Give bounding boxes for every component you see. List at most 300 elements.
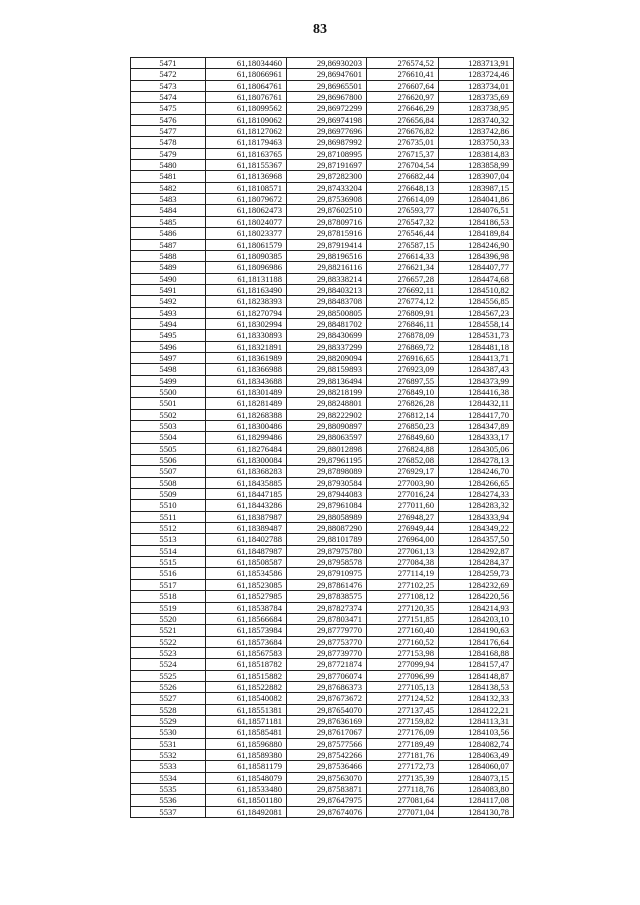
point-number-cell: 5511 [131, 511, 206, 522]
table-row [131, 341, 514, 352]
x-coordinate-cell: 277108,12 [367, 591, 439, 602]
x-coordinate-cell: 276704,54 [367, 160, 439, 171]
y-coordinate-cell: 1284076,51 [439, 205, 514, 216]
x-coordinate-cell: 276646,29 [367, 103, 439, 114]
longitude-cell: 29,87536908 [287, 194, 367, 205]
point-number-cell: 5517 [131, 579, 206, 590]
y-coordinate-cell: 1284567,23 [439, 307, 514, 318]
latitude-cell: 61,18571181 [206, 715, 287, 726]
point-number-cell: 5476 [131, 114, 206, 125]
point-number-cell: 5527 [131, 693, 206, 704]
latitude-cell: 61,18389487 [206, 523, 287, 534]
y-coordinate-cell: 1283735,69 [439, 92, 514, 103]
table-row [131, 681, 514, 692]
longitude-cell: 29,87958578 [287, 557, 367, 568]
y-coordinate-cell: 1283742,86 [439, 126, 514, 137]
longitude-cell: 29,87827374 [287, 602, 367, 613]
latitude-cell: 61,18515882 [206, 670, 287, 681]
longitude-cell: 29,87617067 [287, 727, 367, 738]
table-row [131, 318, 514, 329]
x-coordinate-cell: 277102,25 [367, 579, 439, 590]
latitude-cell: 61,18023377 [206, 228, 287, 239]
latitude-cell: 61,18548079 [206, 772, 287, 783]
longitude-cell: 29,87779770 [287, 625, 367, 636]
y-coordinate-cell: 1284130,78 [439, 806, 514, 817]
table-row [131, 749, 514, 760]
table-row [131, 421, 514, 432]
y-coordinate-cell: 1284073,15 [439, 772, 514, 783]
y-coordinate-cell: 1284558,14 [439, 318, 514, 329]
table-row [131, 80, 514, 91]
x-coordinate-cell: 277016,24 [367, 489, 439, 500]
latitude-cell: 61,18501180 [206, 795, 287, 806]
x-coordinate-cell: 277181,76 [367, 749, 439, 760]
latitude-cell: 61,18402788 [206, 534, 287, 545]
x-coordinate-cell: 277084,38 [367, 557, 439, 568]
point-number-cell: 5532 [131, 749, 206, 760]
table-row [131, 148, 514, 159]
table-row [131, 262, 514, 273]
table-row [131, 772, 514, 783]
point-number-cell: 5519 [131, 602, 206, 613]
latitude-cell: 61,18300084 [206, 455, 287, 466]
table-row [131, 795, 514, 806]
x-coordinate-cell: 277172,73 [367, 761, 439, 772]
y-coordinate-cell: 1284189,84 [439, 228, 514, 239]
x-coordinate-cell: 276546,44 [367, 228, 439, 239]
point-number-cell: 5473 [131, 80, 206, 91]
table-row [131, 806, 514, 817]
x-coordinate-cell: 277151,85 [367, 613, 439, 624]
x-coordinate-cell: 276735,01 [367, 137, 439, 148]
table-row [131, 273, 514, 284]
y-coordinate-cell: 1284305,06 [439, 443, 514, 454]
y-coordinate-cell: 1284148,87 [439, 670, 514, 681]
longitude-cell: 29,88136494 [287, 375, 367, 386]
x-coordinate-cell: 277011,60 [367, 500, 439, 511]
longitude-cell: 29,88222902 [287, 409, 367, 420]
point-number-cell: 5479 [131, 148, 206, 159]
latitude-cell: 61,18573684 [206, 636, 287, 647]
x-coordinate-cell: 276607,64 [367, 80, 439, 91]
point-number-cell: 5514 [131, 545, 206, 556]
point-number-cell: 5495 [131, 330, 206, 341]
x-coordinate-cell: 276964,00 [367, 534, 439, 545]
table-row [131, 307, 514, 318]
longitude-cell: 29,87686373 [287, 681, 367, 692]
x-coordinate-cell: 277189,49 [367, 738, 439, 749]
point-number-cell: 5530 [131, 727, 206, 738]
y-coordinate-cell: 1283713,91 [439, 58, 514, 69]
longitude-cell: 29,88196516 [287, 250, 367, 261]
latitude-cell: 61,18343688 [206, 375, 287, 386]
latitude-cell: 61,18109062 [206, 114, 287, 125]
y-coordinate-cell: 1284274,33 [439, 489, 514, 500]
table-row [131, 591, 514, 602]
latitude-cell: 61,18589380 [206, 749, 287, 760]
y-coordinate-cell: 1284232,69 [439, 579, 514, 590]
y-coordinate-cell: 1284117,08 [439, 795, 514, 806]
latitude-cell: 61,18024077 [206, 216, 287, 227]
table-row [131, 239, 514, 250]
y-coordinate-cell: 1284531,73 [439, 330, 514, 341]
y-coordinate-cell: 1284157,47 [439, 659, 514, 670]
longitude-cell: 29,88090897 [287, 421, 367, 432]
longitude-cell: 29,88012898 [287, 443, 367, 454]
point-number-cell: 5492 [131, 296, 206, 307]
x-coordinate-cell: 277071,04 [367, 806, 439, 817]
latitude-cell: 61,18540082 [206, 693, 287, 704]
y-coordinate-cell: 1283814,83 [439, 148, 514, 159]
table-row [131, 761, 514, 772]
longitude-cell: 29,86930203 [287, 58, 367, 69]
longitude-cell: 29,88087290 [287, 523, 367, 534]
latitude-cell: 61,18567583 [206, 647, 287, 658]
point-number-cell: 5491 [131, 284, 206, 295]
latitude-cell: 61,18508587 [206, 557, 287, 568]
longitude-cell: 29,88481702 [287, 318, 367, 329]
table-row [131, 534, 514, 545]
latitude-cell: 61,18487987 [206, 545, 287, 556]
latitude-cell: 61,18090385 [206, 250, 287, 261]
latitude-cell: 61,18573984 [206, 625, 287, 636]
longitude-cell: 29,88337299 [287, 341, 367, 352]
table-row [131, 784, 514, 795]
table-row [131, 443, 514, 454]
x-coordinate-cell: 276614,09 [367, 194, 439, 205]
x-coordinate-cell: 276929,17 [367, 466, 439, 477]
longitude-cell: 29,87108995 [287, 148, 367, 159]
x-coordinate-cell: 276809,91 [367, 307, 439, 318]
point-number-cell: 5501 [131, 398, 206, 409]
x-coordinate-cell: 276774,12 [367, 296, 439, 307]
table-row [131, 545, 514, 556]
y-coordinate-cell: 1284063,49 [439, 749, 514, 760]
x-coordinate-cell: 277105,13 [367, 681, 439, 692]
latitude-cell: 61,18361989 [206, 352, 287, 363]
point-number-cell: 5510 [131, 500, 206, 511]
point-number-cell: 5484 [131, 205, 206, 216]
x-coordinate-cell: 276826,28 [367, 398, 439, 409]
latitude-cell: 61,18281489 [206, 398, 287, 409]
y-coordinate-cell: 1284373,99 [439, 375, 514, 386]
longitude-cell: 29,86974198 [287, 114, 367, 125]
x-coordinate-cell: 277176,09 [367, 727, 439, 738]
x-coordinate-cell: 276878,09 [367, 330, 439, 341]
x-coordinate-cell: 277081,64 [367, 795, 439, 806]
longitude-cell: 29,88430699 [287, 330, 367, 341]
table-row [131, 727, 514, 738]
y-coordinate-cell: 1284246,70 [439, 466, 514, 477]
longitude-cell: 29,87654070 [287, 704, 367, 715]
x-coordinate-cell: 276897,55 [367, 375, 439, 386]
longitude-cell: 29,86965501 [287, 80, 367, 91]
y-coordinate-cell: 1284168,88 [439, 647, 514, 658]
longitude-cell: 29,87753770 [287, 636, 367, 647]
table-row [131, 92, 514, 103]
table-row [131, 386, 514, 397]
x-coordinate-cell: 277153,98 [367, 647, 439, 658]
latitude-cell: 61,18163765 [206, 148, 287, 159]
longitude-cell: 29,88248801 [287, 398, 367, 409]
latitude-cell: 61,18435885 [206, 477, 287, 488]
x-coordinate-cell: 276923,09 [367, 364, 439, 375]
page-number: 83 [313, 22, 327, 37]
latitude-cell: 61,18108571 [206, 182, 287, 193]
table-row [131, 466, 514, 477]
latitude-cell: 61,18131188 [206, 273, 287, 284]
y-coordinate-cell: 1284347,89 [439, 421, 514, 432]
longitude-cell: 29,87809716 [287, 216, 367, 227]
y-coordinate-cell: 1284083,80 [439, 784, 514, 795]
point-number-cell: 5505 [131, 443, 206, 454]
latitude-cell: 61,18034460 [206, 58, 287, 69]
point-number-cell: 5497 [131, 352, 206, 363]
longitude-cell: 29,87961195 [287, 455, 367, 466]
y-coordinate-cell: 1284417,70 [439, 409, 514, 420]
y-coordinate-cell: 1284292,87 [439, 545, 514, 556]
point-number-cell: 5487 [131, 239, 206, 250]
x-coordinate-cell: 276614,33 [367, 250, 439, 261]
latitude-cell: 61,18523085 [206, 579, 287, 590]
latitude-cell: 61,18301489 [206, 386, 287, 397]
longitude-cell: 29,87975780 [287, 545, 367, 556]
latitude-cell: 61,18300486 [206, 421, 287, 432]
y-coordinate-cell: 1284113,31 [439, 715, 514, 726]
x-coordinate-cell: 277061,13 [367, 545, 439, 556]
table-row [131, 579, 514, 590]
latitude-cell: 61,18179463 [206, 137, 287, 148]
y-coordinate-cell: 1284416,38 [439, 386, 514, 397]
longitude-cell: 29,86967800 [287, 92, 367, 103]
y-coordinate-cell: 1284283,32 [439, 500, 514, 511]
table-row [131, 58, 514, 69]
x-coordinate-cell: 277160,52 [367, 636, 439, 647]
longitude-cell: 29,87673672 [287, 693, 367, 704]
point-number-cell: 5529 [131, 715, 206, 726]
table-row [131, 182, 514, 193]
longitude-cell: 29,87803471 [287, 613, 367, 624]
point-number-cell: 5485 [131, 216, 206, 227]
point-number-cell: 5507 [131, 466, 206, 477]
x-coordinate-cell: 277160,40 [367, 625, 439, 636]
x-coordinate-cell: 277096,99 [367, 670, 439, 681]
longitude-cell: 29,87647975 [287, 795, 367, 806]
x-coordinate-cell: 276846,11 [367, 318, 439, 329]
table-row [131, 647, 514, 658]
table-row [131, 216, 514, 227]
x-coordinate-cell: 276949,44 [367, 523, 439, 534]
y-coordinate-cell: 1284333,94 [439, 511, 514, 522]
x-coordinate-cell: 276676,82 [367, 126, 439, 137]
point-number-cell: 5503 [131, 421, 206, 432]
y-coordinate-cell: 1284266,65 [439, 477, 514, 488]
y-coordinate-cell: 1284413,71 [439, 352, 514, 363]
latitude-cell: 61,18270794 [206, 307, 287, 318]
x-coordinate-cell: 276916,65 [367, 352, 439, 363]
y-coordinate-cell: 1284432,11 [439, 398, 514, 409]
table-row [131, 477, 514, 488]
longitude-cell: 29,87602510 [287, 205, 367, 216]
point-number-cell: 5483 [131, 194, 206, 205]
point-number-cell: 5537 [131, 806, 206, 817]
y-coordinate-cell: 1284203,10 [439, 613, 514, 624]
x-coordinate-cell: 277120,35 [367, 602, 439, 613]
latitude-cell: 61,18163490 [206, 284, 287, 295]
longitude-cell: 29,87433204 [287, 182, 367, 193]
latitude-cell: 61,18096986 [206, 262, 287, 273]
point-number-cell: 5520 [131, 613, 206, 624]
table-row [131, 69, 514, 80]
point-number-cell: 5524 [131, 659, 206, 670]
table-row [131, 432, 514, 443]
x-coordinate-cell: 276849,10 [367, 386, 439, 397]
point-number-cell: 5474 [131, 92, 206, 103]
x-coordinate-cell: 276948,27 [367, 511, 439, 522]
point-number-cell: 5515 [131, 557, 206, 568]
table-row [131, 523, 514, 534]
x-coordinate-cell: 276621,34 [367, 262, 439, 273]
x-coordinate-cell: 276587,15 [367, 239, 439, 250]
longitude-cell: 29,86972299 [287, 103, 367, 114]
point-number-cell: 5480 [131, 160, 206, 171]
latitude-cell: 61,18076761 [206, 92, 287, 103]
longitude-cell: 29,86987992 [287, 137, 367, 148]
latitude-cell: 61,18522882 [206, 681, 287, 692]
latitude-cell: 61,18585481 [206, 727, 287, 738]
point-number-cell: 5489 [131, 262, 206, 273]
latitude-cell: 61,18387987 [206, 511, 287, 522]
table-row [131, 557, 514, 568]
x-coordinate-cell: 276682,44 [367, 171, 439, 182]
longitude-cell: 29,87674076 [287, 806, 367, 817]
point-number-cell: 5496 [131, 341, 206, 352]
point-number-cell: 5526 [131, 681, 206, 692]
latitude-cell: 61,18276484 [206, 443, 287, 454]
latitude-cell: 61,18518782 [206, 659, 287, 670]
point-number-cell: 5499 [131, 375, 206, 386]
longitude-cell: 29,87542266 [287, 749, 367, 760]
y-coordinate-cell: 1284349,22 [439, 523, 514, 534]
longitude-cell: 29,88101789 [287, 534, 367, 545]
table-row [131, 296, 514, 307]
latitude-cell: 61,18127062 [206, 126, 287, 137]
y-coordinate-cell: 1284186,53 [439, 216, 514, 227]
y-coordinate-cell: 1284138,53 [439, 681, 514, 692]
table-row [131, 284, 514, 295]
x-coordinate-cell: 276849,60 [367, 432, 439, 443]
table-row [131, 738, 514, 749]
table-row [131, 171, 514, 182]
y-coordinate-cell: 1283738,95 [439, 103, 514, 114]
longitude-cell: 29,87739770 [287, 647, 367, 658]
longitude-cell: 29,86977696 [287, 126, 367, 137]
latitude-cell: 61,18061579 [206, 239, 287, 250]
y-coordinate-cell: 1283907,04 [439, 171, 514, 182]
point-number-cell: 5516 [131, 568, 206, 579]
longitude-cell: 29,88500805 [287, 307, 367, 318]
latitude-cell: 61,18238393 [206, 296, 287, 307]
point-number-cell: 5508 [131, 477, 206, 488]
x-coordinate-cell: 276869,72 [367, 341, 439, 352]
longitude-cell: 29,87282300 [287, 171, 367, 182]
y-coordinate-cell: 1284176,64 [439, 636, 514, 647]
table-row [131, 114, 514, 125]
x-coordinate-cell: 277135,39 [367, 772, 439, 783]
latitude-cell: 61,18299486 [206, 432, 287, 443]
longitude-cell: 29,87636169 [287, 715, 367, 726]
longitude-cell: 29,88338214 [287, 273, 367, 284]
x-coordinate-cell: 276656,84 [367, 114, 439, 125]
table-row [131, 398, 514, 409]
latitude-cell: 61,18099562 [206, 103, 287, 114]
longitude-cell: 29,87838575 [287, 591, 367, 602]
point-number-cell: 5504 [131, 432, 206, 443]
table-row [131, 659, 514, 670]
x-coordinate-cell: 277137,45 [367, 704, 439, 715]
point-number-cell: 5488 [131, 250, 206, 261]
table-row [131, 670, 514, 681]
table-row [131, 625, 514, 636]
x-coordinate-cell: 276610,41 [367, 69, 439, 80]
table-row [131, 194, 514, 205]
point-number-cell: 5472 [131, 69, 206, 80]
point-number-cell: 5522 [131, 636, 206, 647]
table-row [131, 375, 514, 386]
point-number-cell: 5513 [131, 534, 206, 545]
longitude-cell: 29,87944083 [287, 489, 367, 500]
longitude-cell: 29,87536466 [287, 761, 367, 772]
x-coordinate-cell: 276657,28 [367, 273, 439, 284]
table-row [131, 602, 514, 613]
x-coordinate-cell: 276692,11 [367, 284, 439, 295]
point-number-cell: 5531 [131, 738, 206, 749]
longitude-cell: 29,88483708 [287, 296, 367, 307]
table-row [131, 409, 514, 420]
point-number-cell: 5506 [131, 455, 206, 466]
longitude-cell: 29,87583871 [287, 784, 367, 795]
y-coordinate-cell: 1284284,37 [439, 557, 514, 568]
y-coordinate-cell: 1283750,33 [439, 137, 514, 148]
latitude-cell: 61,18538784 [206, 602, 287, 613]
latitude-cell: 61,18443286 [206, 500, 287, 511]
x-coordinate-cell: 277124,52 [367, 693, 439, 704]
point-number-cell: 5493 [131, 307, 206, 318]
latitude-cell: 61,18136968 [206, 171, 287, 182]
coordinates-table [130, 57, 514, 818]
y-coordinate-cell: 1284474,68 [439, 273, 514, 284]
longitude-cell: 29,87930584 [287, 477, 367, 488]
longitude-cell: 29,87577566 [287, 738, 367, 749]
table-row [131, 137, 514, 148]
point-number-cell: 5481 [131, 171, 206, 182]
longitude-cell: 29,87961084 [287, 500, 367, 511]
y-coordinate-cell: 1284556,85 [439, 296, 514, 307]
x-coordinate-cell: 277099,94 [367, 659, 439, 670]
point-number-cell: 5477 [131, 126, 206, 137]
longitude-cell: 29,88063597 [287, 432, 367, 443]
y-coordinate-cell: 1284259,73 [439, 568, 514, 579]
latitude-cell: 61,18062473 [206, 205, 287, 216]
table-row [131, 103, 514, 114]
latitude-cell: 61,18155367 [206, 160, 287, 171]
table-row [131, 330, 514, 341]
table-row [131, 250, 514, 261]
point-number-cell: 5525 [131, 670, 206, 681]
y-coordinate-cell: 1283987,15 [439, 182, 514, 193]
longitude-cell: 29,87910975 [287, 568, 367, 579]
point-number-cell: 5498 [131, 364, 206, 375]
